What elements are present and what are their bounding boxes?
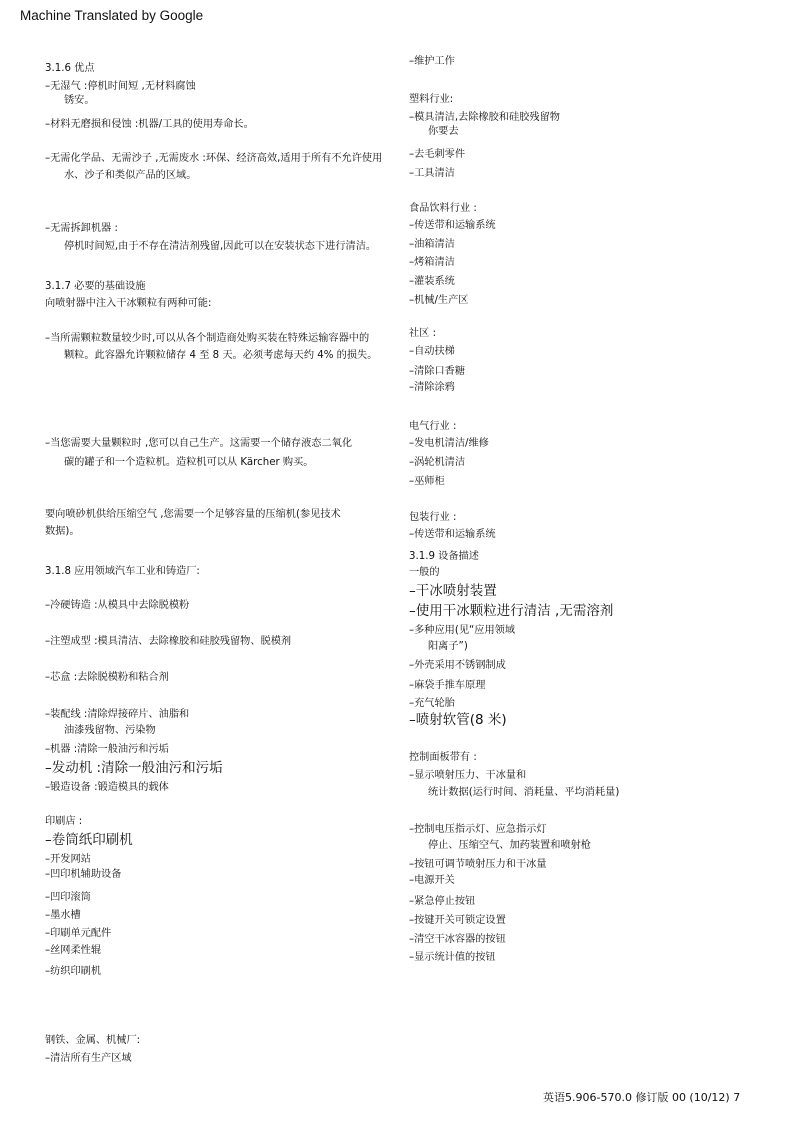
left-text-line: –墨水槽 [45,910,81,921]
left-text-line: 3.1.6 优点 [45,63,95,74]
right-text-line: –充气轮胎 [409,698,455,709]
right-text-line: –油箱清洁 [409,239,455,250]
page-footer: 英语5.906-570.0 修订版 00 (10/12) 7 [543,1091,741,1104]
right-text-line: –显示喷射压力、干冰量和 [409,770,527,781]
machine-translation-banner: Machine Translated by Google [20,8,204,23]
left-text-line: –凹印机辅助设备 [45,869,122,880]
right-text-line: –传送带和运输系统 [409,529,496,540]
left-text-line: –当您需要大量颗粒时 ,您可以自己生产。这需要一个储存液态二氧化 [45,438,353,449]
right-text-line: –紧急停止按钮 [409,896,476,907]
right-text-line: 统计数据(运行时间、消耗量、平均消耗量) [428,787,620,798]
right-text-line: 塑料行业: [409,94,454,105]
right-text-line: –烤箱清洁 [409,257,455,268]
left-text-line: –凹印滚筒 [45,892,91,903]
left-text-line: –当所需颗粒数量较少时,可以从各个制造商处购买装在特殊运输容器中的 [45,333,370,344]
right-text-line: 包装行业 : [409,512,457,523]
right-text-line: 一般的 [409,567,440,578]
left-text-line: –开发网站 [45,854,91,865]
left-text-line: –纺织印刷机 [45,966,102,977]
right-text-line: 3.1.9 设备描述 [409,551,479,562]
right-text-line: –灌装系统 [409,276,455,287]
left-text-line: 锈安。 [64,95,95,106]
left-text-line: –无需化学品、无需沙子 ,无需废水 :环保、经济高效,适用于所有不允许使用 [45,153,383,164]
right-text-line: –清除口香糖 [409,366,466,377]
right-text-line: 电气行业 : [409,421,457,432]
right-text-line: –干冰喷射装置 [409,583,497,599]
left-text-line: 数据)。 [45,526,80,537]
right-text-line: –使用干冰颗粒进行清洁 ,无需溶剂 [409,603,614,619]
left-text-line: 碳的罐子和一个造粒机。造粒机可以从 Kärcher 购买。 [64,457,314,468]
left-text-line: 水、沙子和类似产品的区域。 [64,170,197,181]
right-text-line: 食品饮料行业 : [409,203,477,214]
right-text-line: –工具清洁 [409,168,455,179]
right-text-line: –喷射软管(8 米) [409,712,507,728]
left-text-line: –发动机 :清除一般油污和污垢 [45,760,223,776]
right-text-line: –维护工作 [409,56,455,67]
right-text-line: –清除涂鸦 [409,382,455,393]
left-text-line: –装配线 :清除焊接碎片、油脂和 [45,709,190,720]
right-text-line: –按钮可调节喷射压力和干冰量 [409,859,547,870]
left-text-line: –印刷单元配件 [45,928,112,939]
right-text-line: –控制电压指示灯、应急指示灯 [409,824,547,835]
right-text-line: 阳离子”) [428,641,468,652]
right-text-line: –巫师柜 [409,476,445,487]
right-text-line: –发电机清洁/维修 [409,438,489,449]
left-text-line: 3.1.8 应用领域汽车工业和铸造厂: [45,566,200,577]
left-text-line: 要向喷砂机供给压缩空气 ,您需要一个足够容量的压缩机(参见技术 [45,509,341,520]
right-text-line: –麻袋手推车原理 [409,680,486,691]
right-text-line: –显示统计值的按钮 [409,952,496,963]
left-text-line: –芯盒 :去除脱模粉和粘合剂 [45,672,169,683]
right-text-line: –清空干冰容器的按钮 [409,934,506,945]
right-text-line: 停止、压缩空气、加药装置和喷射枪 [428,840,591,851]
right-text-line: –传送带和运输系统 [409,220,496,231]
left-text-line: –丝网柔性辊 [45,945,102,956]
right-text-line: –外壳采用不锈钢制成 [409,660,506,671]
left-text-line: 油漆残留物、污染物 [64,725,156,736]
right-text-line: 控制面板带有 : [409,752,477,763]
right-text-line: –电源开关 [409,875,455,886]
left-text-line: –冷硬铸造 :从模具中去除脱模粉 [45,600,190,611]
left-text-line: –无湿气 :停机时间短 ,无材料腐蚀 [45,81,196,92]
left-text-line: 印刷店 : [45,816,83,827]
left-text-line: –机器 :清除一般油污和污垢 [45,744,169,755]
left-text-line: –无需拆卸机器 : [45,223,118,234]
left-text-line: 颗粒。此容器允许颗粒储存 4 至 8 天。必须考虑每天约 4% 的损失。 [64,350,378,361]
left-text-line: 钢铁、金属、机械厂: [45,1035,141,1046]
left-text-line: –清洁所有生产区域 [45,1053,132,1064]
right-text-line: –按键开关可锁定设置 [409,915,506,926]
left-text-line: –锻造设备 :锻造模具的载体 [45,782,169,793]
left-text-line: –材料无磨损和侵蚀 :机器/工具的使用寿命长。 [45,119,254,130]
left-text-line: –卷筒纸印刷机 [45,832,133,848]
left-text-line: 3.1.7 必要的基础设施 [45,281,146,292]
right-text-line: 社区 : [409,328,437,339]
right-text-line: –去毛刺零件 [409,149,466,160]
right-text-line: –多种应用(见“应用领域 [409,625,516,636]
left-text-line: –注塑成型 :模具清洁、去除橡胶和硅胶残留物、脱模剂 [45,636,292,647]
right-text-line: 你要去 [428,126,459,137]
right-text-line: –机械/生产区 [409,295,469,306]
right-text-line: –涡轮机清洁 [409,457,466,468]
left-text-line: 停机时间短,由于不存在清洁剂残留,因此可以在安装状态下进行清洁。 [64,241,377,252]
right-text-line: –自动扶梯 [409,346,455,357]
right-text-line: –模具清洁,去除橡胶和硅胶残留物 [409,112,560,123]
left-text-line: 向喷射器中注入干冰颗粒有两种可能: [45,298,212,309]
